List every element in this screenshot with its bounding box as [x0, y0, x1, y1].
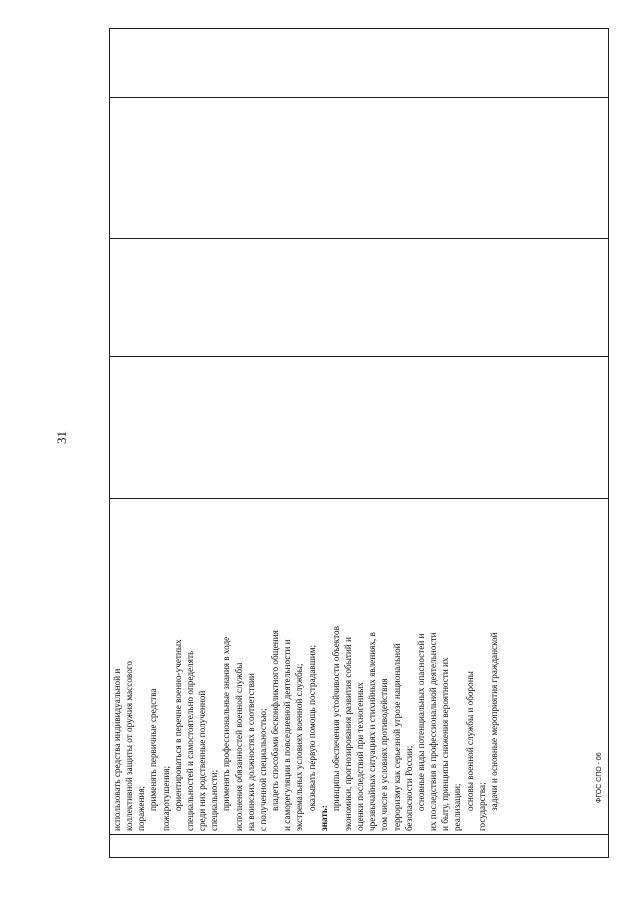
index-cell: [110, 835, 609, 858]
competency-line: и быту, принципы снижения вероятности их: [440, 657, 451, 831]
competency-line: исполнения обязанностей военной службы: [233, 662, 244, 831]
competency-line: и саморегуляции в повседневной деятельности и: [282, 639, 293, 831]
competency-line: среди них родственные полученной: [197, 690, 208, 831]
competency-line: специальности;: [209, 769, 220, 831]
competency-line: специальностей и самостоятельно определять: [184, 650, 195, 831]
competency-cell: [110, 499, 609, 835]
discipline-cell: [110, 98, 609, 239]
hours-cell: [110, 239, 609, 357]
competency-line: экономики, прогнозирования развития событий и: [342, 637, 353, 831]
competency-line: на воинских должностях в соответствии: [245, 673, 256, 831]
hours-cell: [110, 357, 609, 499]
competency-line: их последствия в профессиональной деятельности: [428, 632, 439, 831]
competency-line: поражения;: [136, 785, 147, 831]
competency-line: безопасности России;: [403, 745, 414, 831]
competency-line: владеть способами бесконфликтного общения: [270, 630, 281, 811]
table: [109, 28, 609, 858]
competency-line: применять первичные средства: [148, 688, 159, 811]
competency-line: основы военной службы и обороны: [464, 671, 475, 811]
competency-line: принципы обеспечения устойчивости объектов: [330, 626, 341, 811]
footer-mark: ФГОС СПО - 06: [596, 752, 603, 803]
competency-line: реализации;: [452, 783, 463, 831]
competency-line: том числе в условиях противодействия: [379, 678, 390, 831]
competency-line: государства;: [476, 782, 487, 831]
competency-line: терроризму как серьезной угрозе национальной: [391, 643, 402, 831]
competency-line: применять профессиональные знания в ходе: [221, 636, 232, 811]
curriculum-table: [109, 35, 609, 858]
page-number: 31: [54, 431, 69, 444]
competency-line: экстремальных условиях военной службы;: [294, 663, 305, 831]
table-row: [110, 29, 609, 858]
competency-line: задачи и основные мероприятия гражданской: [488, 632, 499, 811]
competency-line: коллективной защиты от оружия массового: [124, 661, 135, 831]
competency-line: оказывать первую помощь пострадавшим;: [306, 644, 317, 811]
competency-text: [110, 499, 500, 834]
competency-line: с полученной специальностью;: [257, 708, 268, 831]
competency-line: пожаротушения;: [160, 765, 171, 831]
codes-cell: [110, 29, 609, 98]
competency-line: ориентироваться в перечне военно-учетных: [172, 639, 183, 811]
competency-line: знать:: [318, 805, 329, 831]
competency-line: чрезвычайных ситуациях и стихийных явлениях, в: [367, 632, 378, 831]
competency-line: оценки последствий при техногенных: [355, 682, 366, 831]
competency-line: основные виды потенциальных опасностей и: [415, 633, 426, 811]
competency-line: использовать средства индивидуальной и: [112, 668, 122, 831]
